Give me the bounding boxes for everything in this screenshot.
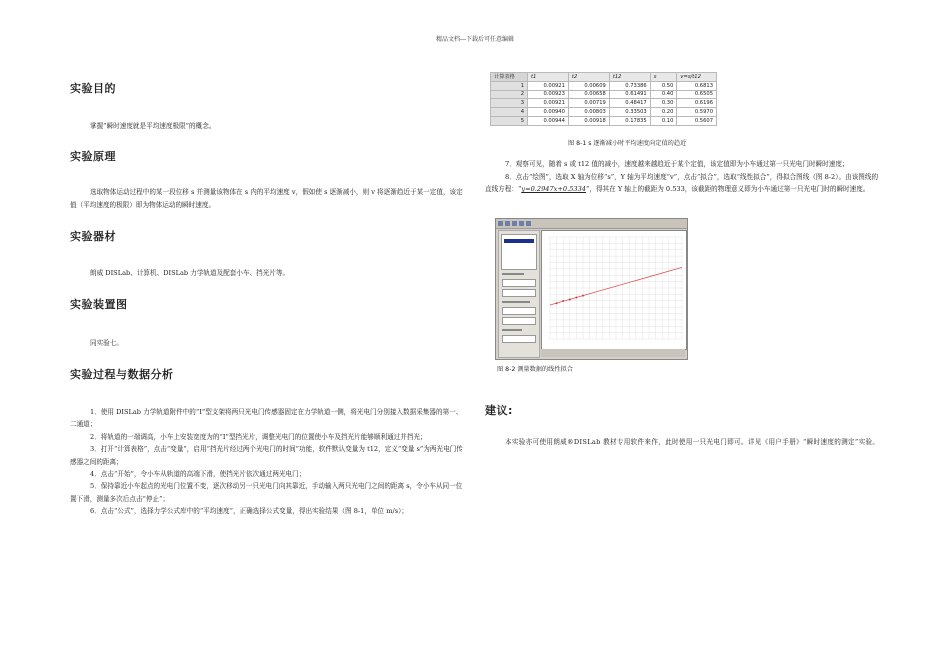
cell-t2: 0.00609 [568, 81, 609, 90]
data-point [569, 299, 571, 301]
section-title-setup: 实验装置图 [70, 298, 128, 311]
equipment-text: 朗威 DISLab、计算机、DISLab 力学轨道及配套小车、挡光片等。 [90, 269, 290, 277]
step-3: 3．打开“计算表格”，点击“变量”，启用“挡光片经过两个光电门的时间”功能，软件默认变量为 t12，定义“变量 s”为两光电门传感器之间的距离； [70, 445, 463, 466]
panel-box [502, 307, 536, 315]
principle-text: 选取物体运动过程中的某一段位移 s 并测量该物体在 s 内的平均速度 v，假如使 s 逐渐减小，则 v 将逐渐趋近于某一定值，该定值（平均速度的极限）即为物体运动的瞬时速度。 [70, 188, 463, 209]
panel-box [502, 317, 536, 325]
cell-v: 0.5607 [677, 116, 717, 125]
cell-s: 0.40 [650, 90, 677, 99]
table-row [491, 81, 717, 90]
calc-table-figure [490, 72, 717, 126]
section-title-purpose: 实验目的 [70, 82, 116, 95]
cell-t12: 0.73386 [609, 81, 650, 90]
figure-8-2-caption: 图 8-2 测量数据的线性拟合 [497, 366, 573, 373]
column-header: t1 [528, 73, 569, 82]
cell-t1: 0.00921 [528, 81, 569, 90]
setup-text: 同实验七。 [90, 339, 123, 347]
cell-t2: 0.00803 [568, 108, 609, 117]
software-screenshot [495, 218, 688, 360]
cell-t12: 0.33503 [609, 108, 650, 117]
panel-box [502, 335, 536, 343]
panel-box [502, 279, 536, 287]
table-row [491, 99, 717, 108]
table-header-row [491, 73, 717, 82]
section-title-suggestion: 建议: [485, 404, 513, 417]
step-8-lead: 8．点击“绘图”，选取 X 轴为位移“s”，Y 轴为平均速度“v”，点击“拟合”，选取“线性拟合”，得拟合图线（图 8-2）。由该图线的直线方程：“ [485, 172, 879, 193]
cell-t12: 0.61491 [609, 90, 650, 99]
step-5: 5．保持靠近小车起点的光电门位置不变，逐次移动另一只光电门向其靠近，手动输入两只光电门之间的距离 s，令小车从同一位置下滑，测量多次后点击“停止”； [70, 482, 463, 503]
step-1: 1．使用 DISLab 力学轨道附件中的“I”型支架将两只光电门传感器固定在力学轨道一侧，将光电门分别接入数据采集器的第一、二通道； [70, 408, 463, 429]
row-index: 5 [491, 116, 528, 125]
cell-t2: 0.00658 [568, 90, 609, 99]
step-4: 4．点击“开始”，令小车从轨道的高端下滑，使挡光片依次通过两光电门； [90, 470, 306, 479]
column-header: s [650, 73, 677, 82]
section-title-principle: 实验原理 [70, 150, 116, 163]
panel-box [502, 289, 536, 297]
panel-line [502, 301, 530, 303]
calc-table [490, 72, 717, 126]
cell-t1: 0.00944 [528, 116, 569, 125]
cell-t12: 0.48417 [609, 99, 650, 108]
column-header: v=s/t12 [677, 73, 717, 82]
toolbar [496, 219, 687, 229]
table-row [491, 108, 717, 117]
toolbar-icon [526, 221, 531, 226]
panel-line [502, 329, 522, 331]
row-index: 4 [491, 108, 528, 117]
toolbar-icon [519, 221, 524, 226]
cell-v: 0.5970 [677, 108, 717, 117]
step-6: 6．点击“公式”，选择力学公式库中的“平均速度”，正确选择公式变量，得出实验结果（图 8-1，单位 m/s）； [90, 507, 408, 516]
header-note: 精品文档---下载后可任意编辑 [435, 36, 515, 43]
column-header: t12 [609, 73, 650, 82]
fit-formula: y=0.2947x+0.5334 [521, 185, 586, 193]
row-index: 2 [491, 90, 528, 99]
data-point [575, 297, 577, 299]
step-8-tail: ”，得其在 Y 轴上的截距为 0.533，该截距的物理意义即为小车通过第一只光电门时的瞬时速度。 [585, 185, 870, 193]
cell-v: 0.6813 [677, 81, 717, 90]
section-title-process: 实验过程与数据分析 [70, 368, 174, 381]
status-bar [541, 349, 685, 357]
toolbar-icon [512, 221, 517, 226]
step-7: 7．观察可见，随着 s 或 t12 值的减小，速度越来越趋近于某个定值，该定值即为小车通过第一只光电门时瞬时速度； [505, 160, 849, 168]
cell-t1: 0.00923 [528, 90, 569, 99]
suggestion-text: 本实验亦可使用朗威®DISLab 教材专用软件来作，此时使用一只光电门即可。详见《用户手册》“瞬时速度的测定”实验。 [505, 438, 880, 446]
side-panel [498, 230, 540, 358]
process-steps [70, 406, 465, 518]
cell-s: 0.30 [650, 99, 677, 108]
fit-plot-area [541, 230, 687, 350]
selected-item [504, 239, 534, 243]
step-8 [485, 171, 880, 196]
cell-t1: 0.00940 [528, 108, 569, 117]
step-2: 2．将轨道的一端调高，小车上安装宽度为的“I”型挡光片，调整光电门的位置使小车及挡光片能够顺利通过并挡光； [90, 432, 427, 441]
data-point [556, 302, 558, 304]
table-row [491, 90, 717, 99]
figure-8-1-caption: 图 8-1 s 逐渐减小时平均速度向定值的趋近 [568, 140, 687, 147]
cell-s: 0.50 [650, 81, 677, 90]
toolbar-icon [505, 221, 510, 226]
row-index: 1 [491, 81, 528, 90]
section-title-equipment: 实验器材 [70, 230, 116, 243]
cell-s: 0.10 [650, 116, 677, 125]
data-point [582, 295, 584, 297]
cell-s: 0.20 [650, 108, 677, 117]
cell-t2: 0.00918 [568, 116, 609, 125]
panel-line [502, 273, 524, 275]
toolbar-icon [498, 221, 503, 226]
cell-t12: 0.17835 [609, 116, 650, 125]
cell-t1: 0.00921 [528, 99, 569, 108]
purpose-text: 掌握“瞬时速度就是平均速度极限”的概念。 [90, 122, 216, 130]
table-corner-label: 计算表格 [491, 73, 528, 82]
column-header: t2 [568, 73, 609, 82]
variable-list [501, 234, 537, 270]
cell-v: 0.6196 [677, 99, 717, 108]
fit-chart-svg [542, 231, 686, 349]
cell-t2: 0.00719 [568, 99, 609, 108]
cell-v: 0.6505 [677, 90, 717, 99]
data-point [562, 300, 564, 302]
row-index: 3 [491, 99, 528, 108]
table-row [491, 116, 717, 125]
steps-7-8 [485, 158, 880, 196]
